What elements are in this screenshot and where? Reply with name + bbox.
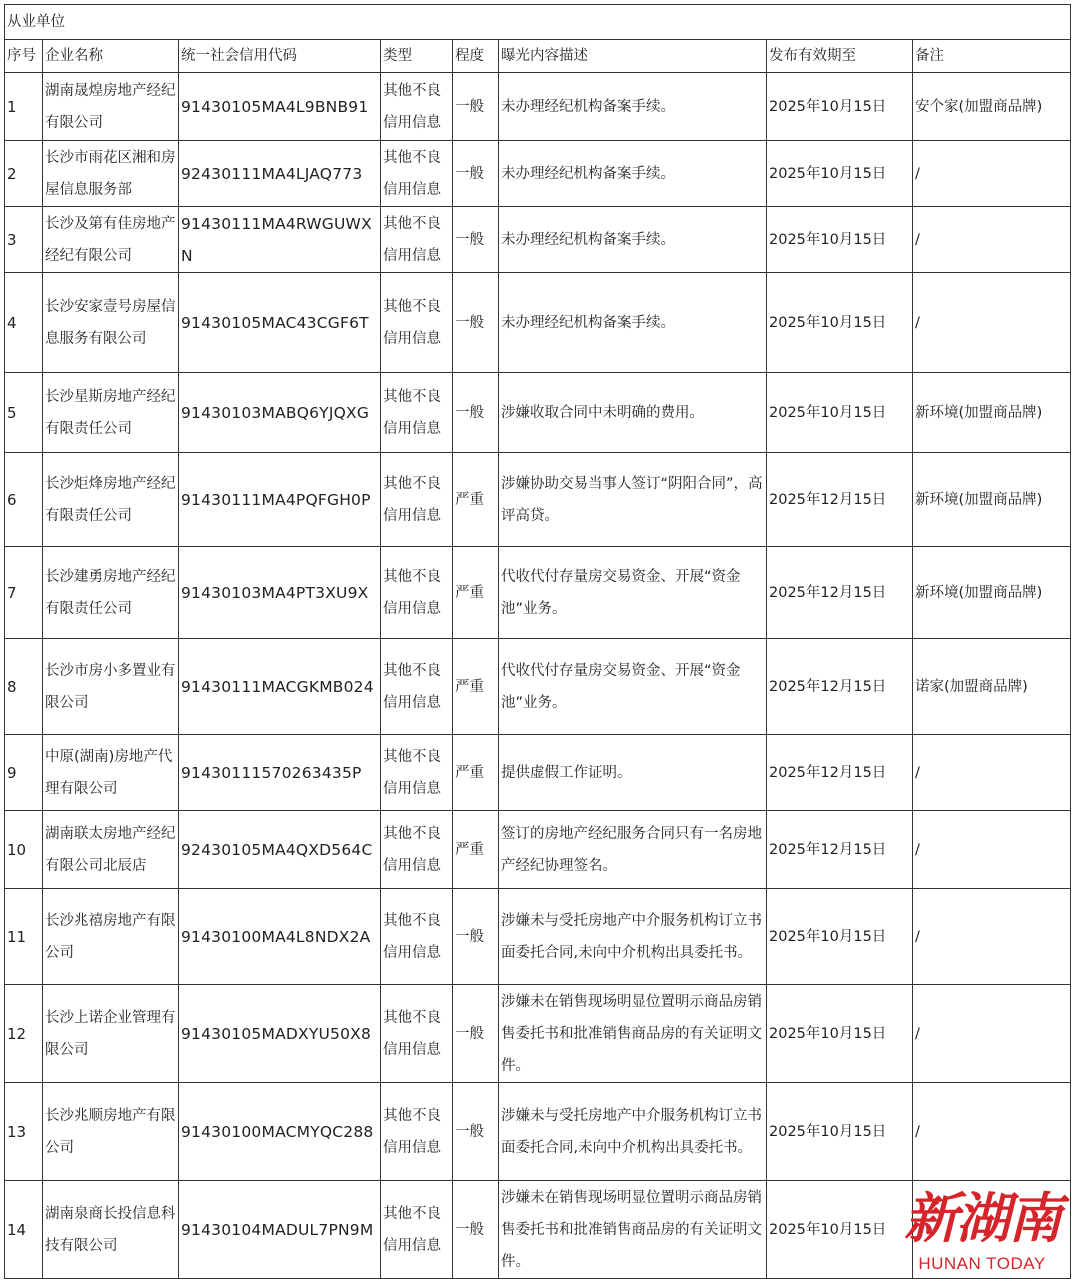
table-row <box>5 985 1071 1083</box>
watermark-logo: 新湖南 <box>904 1186 1060 1250</box>
cell-type: 其他不良信用信息 <box>381 639 453 735</box>
cell-remarks: 诺家(加盟商品牌) <box>913 639 1071 735</box>
cell-valid-until: 2025年12月15日 <box>767 735 913 811</box>
cell-degree: 严重 <box>453 639 499 735</box>
table-row <box>5 547 1071 639</box>
cell-no: 14 <box>5 1181 43 1279</box>
cell-degree: 一般 <box>453 141 499 207</box>
header-description: 曝光内容描述 <box>499 40 767 73</box>
cell-degree: 一般 <box>453 207 499 273</box>
header-type: 类型 <box>381 40 453 73</box>
cell-no: 10 <box>5 811 43 889</box>
cell-type: 其他不良信用信息 <box>381 207 453 273</box>
cell-remarks: / <box>913 273 1071 373</box>
cell-credit-code: 91430105MADXYU50X8 <box>179 985 381 1083</box>
cell-company-name: 长沙炬烽房地产经纪有限责任公司 <box>43 453 179 547</box>
cell-credit-code: 92430111MA4LJAQ773 <box>179 141 381 207</box>
cell-credit-code: 91430105MAC43CGF6T <box>179 273 381 373</box>
cell-valid-until: 2025年12月15日 <box>767 547 913 639</box>
cell-valid-until: 2025年10月15日 <box>767 889 913 985</box>
cell-type: 其他不良信用信息 <box>381 547 453 639</box>
cell-remarks: 新环境(加盟商品牌) <box>913 453 1071 547</box>
cell-company-name: 长沙建勇房地产经纪有限责任公司 <box>43 547 179 639</box>
cell-degree: 一般 <box>453 889 499 985</box>
cell-description: 未办理经纪机构备案手续。 <box>499 207 767 273</box>
header-remarks: 备注 <box>913 40 1071 73</box>
cell-credit-code: 91430100MA4L8NDX2A <box>179 889 381 985</box>
cell-description: 代收代付存量房交易资金、开展“资金池”业务。 <box>499 547 767 639</box>
cell-no: 1 <box>5 73 43 141</box>
cell-description: 未办理经纪机构备案手续。 <box>499 273 767 373</box>
header-company-name: 企业名称 <box>43 40 179 73</box>
cell-remarks: 新环境(加盟商品牌) <box>913 373 1071 453</box>
table-row <box>5 207 1071 273</box>
table-caption: 从业单位 <box>5 5 1071 40</box>
cell-description: 提供虚假工作证明。 <box>499 735 767 811</box>
table-row <box>5 73 1071 141</box>
cell-description: 未办理经纪机构备案手续。 <box>499 73 767 141</box>
cell-remarks: / <box>913 141 1071 207</box>
cell-company-name: 湖南泉商长投信息科技有限公司 <box>43 1181 179 1279</box>
cell-type: 其他不良信用信息 <box>381 141 453 207</box>
table-row <box>5 1083 1071 1181</box>
cell-remarks: / <box>913 985 1071 1083</box>
header-valid-until: 发布有效期至 <box>767 40 913 73</box>
cell-degree: 一般 <box>453 985 499 1083</box>
cell-company-name: 长沙市雨花区湘和房屋信息服务部 <box>43 141 179 207</box>
cell-remarks: / <box>913 811 1071 889</box>
cell-type: 其他不良信用信息 <box>381 735 453 811</box>
cell-no: 13 <box>5 1083 43 1181</box>
cell-degree: 一般 <box>453 1181 499 1279</box>
cell-company-name: 长沙兆顺房地产有限公司 <box>43 1083 179 1181</box>
table-row <box>5 639 1071 735</box>
cell-degree: 严重 <box>453 453 499 547</box>
cell-remarks: 安个家(加盟商品牌) <box>913 73 1071 141</box>
cell-description: 涉嫌未在销售现场明显位置明示商品房销售委托书和批准销售商品房的有关证明文件。 <box>499 1181 767 1279</box>
cell-description: 涉嫌未与受托房地产中介服务机构订立书面委托合同,未向中介机构出具委托书。 <box>499 1083 767 1181</box>
cell-degree: 一般 <box>453 373 499 453</box>
cell-description: 涉嫌未与受托房地产中介服务机构订立书面委托合同,未向中介机构出具委托书。 <box>499 889 767 985</box>
cell-degree: 严重 <box>453 735 499 811</box>
cell-degree: 一般 <box>453 273 499 373</box>
table-header-row <box>5 40 1071 73</box>
cell-valid-until: 2025年10月15日 <box>767 373 913 453</box>
cell-credit-code: 91430111MACGKMB024 <box>179 639 381 735</box>
cell-credit-code: 91430100MACMYQC288 <box>179 1083 381 1181</box>
cell-remarks: 新环境(加盟商品牌) <box>913 547 1071 639</box>
cell-company-name: 湖南联太房地产经纪有限公司北辰店 <box>43 811 179 889</box>
cell-credit-code: 91430104MADUL7PN9M <box>179 1181 381 1279</box>
cell-type: 其他不良信用信息 <box>381 73 453 141</box>
header-no: 序号 <box>5 40 43 73</box>
cell-company-name: 长沙安家壹号房屋信息服务有限公司 <box>43 273 179 373</box>
cell-type: 其他不良信用信息 <box>381 273 453 373</box>
cell-type: 其他不良信用信息 <box>381 811 453 889</box>
cell-no: 12 <box>5 985 43 1083</box>
cell-valid-until: 2025年10月15日 <box>767 1083 913 1181</box>
cell-type: 其他不良信用信息 <box>381 985 453 1083</box>
cell-type: 其他不良信用信息 <box>381 889 453 985</box>
cell-type: 其他不良信用信息 <box>381 1083 453 1181</box>
cell-no: 4 <box>5 273 43 373</box>
cell-credit-code: 91430105MA4L9BNB91 <box>179 73 381 141</box>
cell-type: 其他不良信用信息 <box>381 453 453 547</box>
cell-valid-until: 2025年10月15日 <box>767 985 913 1083</box>
header-degree: 程度 <box>453 40 499 73</box>
credit-exposure-table <box>4 4 1071 1279</box>
cell-no: 11 <box>5 889 43 985</box>
cell-credit-code: 91430103MA4PT3XU9X <box>179 547 381 639</box>
cell-no: 6 <box>5 453 43 547</box>
header-credit-code: 统一社会信用代码 <box>179 40 381 73</box>
cell-degree: 严重 <box>453 811 499 889</box>
cell-valid-until: 2025年10月15日 <box>767 73 913 141</box>
cell-valid-until: 2025年10月15日 <box>767 207 913 273</box>
table-row <box>5 273 1071 373</box>
cell-valid-until: 2025年10月15日 <box>767 141 913 207</box>
cell-description: 涉嫌协助交易当事人签订“阴阳合同”，高评高贷。 <box>499 453 767 547</box>
cell-no: 8 <box>5 639 43 735</box>
table-row <box>5 889 1071 985</box>
table-row <box>5 453 1071 547</box>
cell-no: 9 <box>5 735 43 811</box>
cell-description: 涉嫌未在销售现场明显位置明示商品房销售委托书和批准销售商品房的有关证明文件。 <box>499 985 767 1083</box>
cell-remarks: / <box>913 207 1071 273</box>
cell-credit-code: 9143011157026343​5P <box>179 735 381 811</box>
cell-valid-until: 2025年12月15日 <box>767 811 913 889</box>
cell-company-name: 长沙市房小多置业有限公司 <box>43 639 179 735</box>
cell-remarks: / <box>913 735 1071 811</box>
cell-credit-code: 91430103MABQ6YJQXG <box>179 373 381 453</box>
cell-type: 其他不良信用信息 <box>381 1181 453 1279</box>
cell-company-name: 长沙星斯房地产经纪有限责任公司 <box>43 373 179 453</box>
hunan-today-watermark <box>898 1182 1066 1282</box>
cell-company-name: 中原(湖南)房地产代理有限公司 <box>43 735 179 811</box>
cell-valid-until: 2025年10月15日 <box>767 273 913 373</box>
cell-description: 签订的房地产经纪服务合同只有一名房地产经纪协理签名。 <box>499 811 767 889</box>
cell-company-name: 长沙及第有佳房地产经纪有限公司 <box>43 207 179 273</box>
cell-credit-code: 91430111MA4RWGUWXN <box>179 207 381 273</box>
cell-no: 5 <box>5 373 43 453</box>
table-row <box>5 735 1071 811</box>
cell-no: 2 <box>5 141 43 207</box>
cell-degree: 一般 <box>453 1083 499 1181</box>
table-row <box>5 373 1071 453</box>
cell-no: 7 <box>5 547 43 639</box>
watermark-subtitle: HUNAN TODAY <box>918 1254 1046 1273</box>
cell-valid-until: 2025年12月15日 <box>767 453 913 547</box>
cell-description: 涉嫌收取合同中未明确的费用。 <box>499 373 767 453</box>
cell-degree: 一般 <box>453 73 499 141</box>
cell-remarks: / <box>913 1083 1071 1181</box>
cell-remarks: / <box>913 889 1071 985</box>
cell-degree: 严重 <box>453 547 499 639</box>
cell-credit-code: 91430111MA4PQFGH0P <box>179 453 381 547</box>
cell-valid-until: 2025年10月15日 <box>767 1181 913 1279</box>
cell-valid-until: 2025年12月15日 <box>767 639 913 735</box>
cell-credit-code: 92430105MA4QXD564C <box>179 811 381 889</box>
cell-company-name: 长沙上诺企业管理有限公司 <box>43 985 179 1083</box>
table-row <box>5 141 1071 207</box>
cell-no: 3 <box>5 207 43 273</box>
cell-company-name: 湖南晟煌房地产经纪有限公司 <box>43 73 179 141</box>
table-row <box>5 811 1071 889</box>
cell-type: 其他不良信用信息 <box>381 373 453 453</box>
cell-description: 未办理经纪机构备案手续。 <box>499 141 767 207</box>
cell-description: 代收代付存量房交易资金、开展“资金池”业务。 <box>499 639 767 735</box>
cell-company-name: 长沙兆禧房地产有限公司 <box>43 889 179 985</box>
